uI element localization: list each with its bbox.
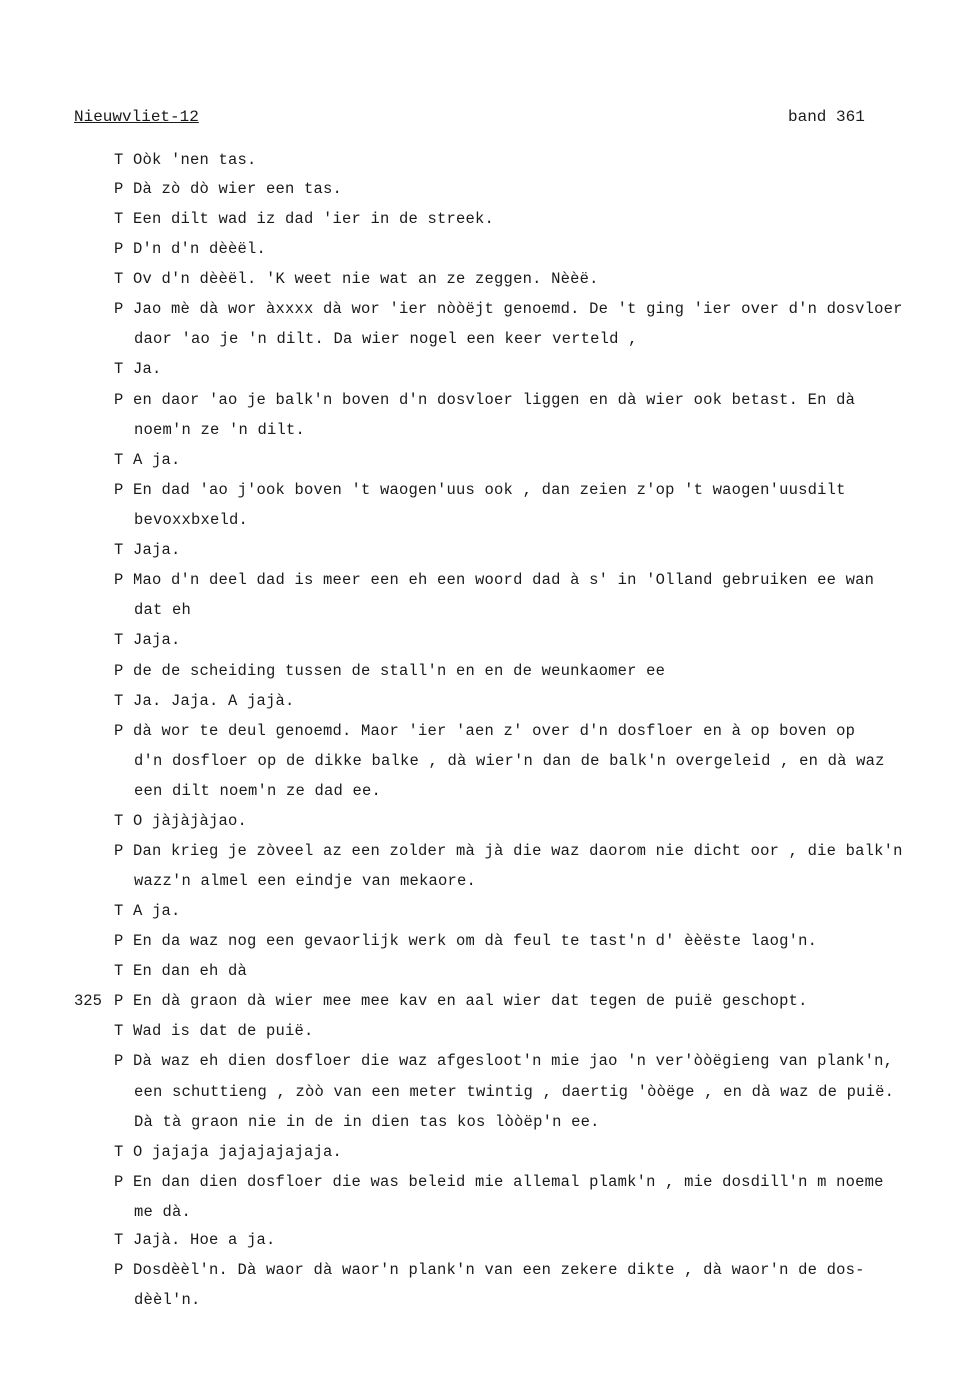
- transcript-line: dat eh: [134, 601, 192, 619]
- transcript-line: een dilt noem'n ze dad ee.: [134, 782, 382, 800]
- transcript-line: P D'n d'n dèèël.: [114, 240, 267, 258]
- transcript-line: P En da waz nog een gevaorlijk werk om dà feul te tast'n d' èèëste laog'n.: [114, 932, 818, 950]
- transcript-line: T O jàjàjàjao.: [114, 812, 248, 830]
- transcript-line: P En dan dien dosfloer die was beleid mie allemal plamk'n , mie dosdill'n m noeme: [114, 1173, 884, 1191]
- transcript-line: T Oòk 'nen tas.: [114, 151, 257, 169]
- transcript-line: bevoxxbxeld.: [134, 511, 249, 529]
- transcript-line: T A ja.: [114, 902, 181, 920]
- transcript-line: T A ja.: [114, 451, 181, 469]
- transcript-line: T En dan eh dà: [114, 962, 248, 980]
- transcript-line: T Ja. Jaja. A jajà.: [114, 692, 295, 710]
- transcript-line: dèèl'n.: [134, 1291, 201, 1309]
- transcript-line: T Ov d'n dèèël. 'K weet nie wat an ze zeggen. Nèèë.: [114, 270, 599, 288]
- transcript-line: P Dosdèèl'n. Dà waor dà waor'n plank'n van een zekere dikte , dà waor'n de dos-: [114, 1261, 865, 1279]
- page-header-right: band 361: [788, 108, 865, 126]
- transcript-line: P Dà waz eh dien dosfloer die waz afgesloot'n mie jao 'n ver'òòëgieng van plank'n,: [114, 1052, 894, 1070]
- transcript-line: P Jao mè dà wor àxxxx dà wor 'ier nòòëjt genoemd. De 't ging 'ier over d'n dosvloer: [114, 300, 903, 318]
- transcript-line: P Dà zò dò wier een tas.: [114, 180, 343, 198]
- transcript-line: T Ja.: [114, 360, 162, 378]
- transcript-line: P en daor 'ao je balk'n boven d'n dosvloer liggen en dà wier ook betast. En dà: [114, 391, 856, 409]
- line-number-marker: 325: [74, 992, 102, 1010]
- transcript-line: T O jajaja jajajajajaja.: [114, 1143, 343, 1161]
- transcript-line: P Dan krieg je zòveel az een zolder mà jà die waz daorom nie dicht oor , die balk'n: [114, 842, 903, 860]
- transcript-line: T Jaja.: [114, 631, 181, 649]
- transcript-line: noem'n ze 'n dilt.: [134, 421, 306, 439]
- transcript-line: een schuttieng , zòò van een meter twintig , daertig 'òòëge , en dà waz de puië.: [134, 1083, 895, 1101]
- transcript-line: wazz'n almel een eindje van mekaore.: [134, 872, 477, 890]
- transcript-line: T Jaja.: [114, 541, 181, 559]
- page-header-left: Nieuwvliet-12: [74, 108, 199, 126]
- transcript-line: d'n dosfloer op de dikke balke , dà wier'n dan de balk'n overgeleid , en dà waz: [134, 752, 885, 770]
- transcript-line: Dà tà graon nie in de in dien tas kos lòòëp'n ee.: [134, 1113, 600, 1131]
- transcript-line: T Wad is dat de puië.: [114, 1022, 314, 1040]
- transcript-line: P Mao d'n deel dad is meer een eh een woord dad à s' in 'Olland gebruiken ee wan: [114, 571, 875, 589]
- transcript-line: P En dà graon dà wier mee mee kav en aal wier dat tegen de puië geschopt.: [114, 992, 808, 1010]
- transcript-line: P dà wor te deul genoemd. Maor 'ier 'aen z' over d'n dosfloer en à op boven op: [114, 722, 856, 740]
- transcript-line: T Jajà. Hoe a ja.: [114, 1231, 276, 1249]
- transcript-line: T Een dilt wad iz dad 'ier in de streek.: [114, 210, 495, 228]
- transcript-line: P En dad 'ao j'ook boven 't waogen'uus ook , dan zeien z'op 't waogen'uusdilt: [114, 481, 846, 499]
- transcript-line: daor 'ao je 'n dilt. Da wier nogel een keer verteld ,: [134, 330, 638, 348]
- transcript-line: me dà.: [134, 1203, 192, 1221]
- transcript-line: P de de scheiding tussen de stall'n en en de weunkaomer ee: [114, 662, 666, 680]
